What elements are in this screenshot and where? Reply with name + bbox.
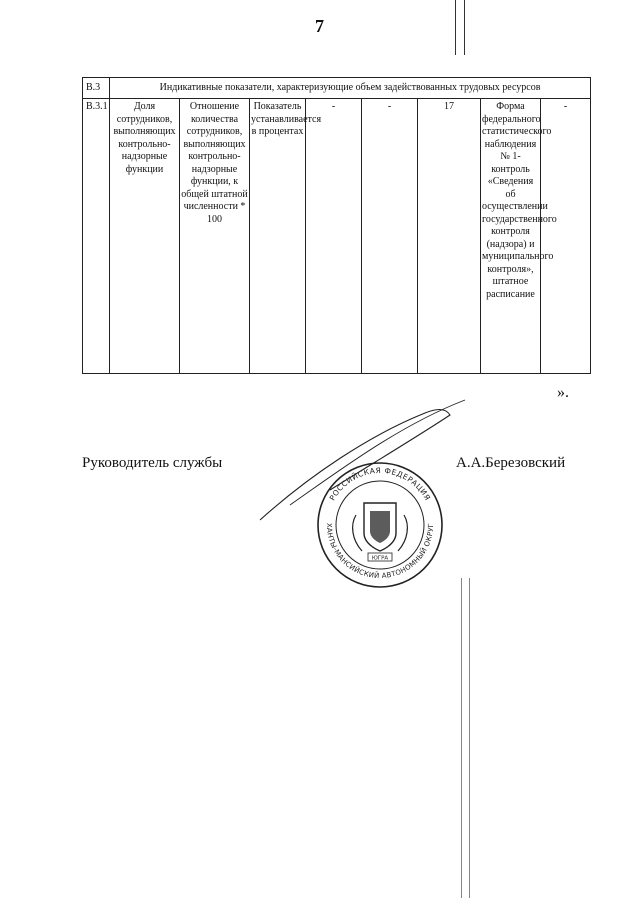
- official-seal-and-signature: [250, 395, 510, 595]
- indicator-value: 17: [418, 99, 481, 374]
- indicator-unit-note: Показатель устанавливается в процентах: [250, 99, 306, 374]
- signatory-title: Руководитель службы: [82, 455, 223, 471]
- scan-margin-line: [464, 0, 465, 55]
- closing-quote: ».: [557, 384, 569, 401]
- page-number: 7: [315, 16, 324, 36]
- section-title: Индикативные показатели, характеризующие объем задействованных трудовых ресурсов: [110, 78, 591, 99]
- table-row: [83, 99, 591, 374]
- scan-margin-line: [455, 0, 456, 55]
- indicator-name: Доля сотрудников, выполняющих контрольно-надзорные функции: [110, 99, 180, 374]
- svg-text:ЮГРА: ЮГРА: [371, 555, 389, 562]
- scan-margin-line: [461, 578, 462, 898]
- indicator-source: Форма федерального статистического наблюдения № 1-контроль «Сведения об осуществлении государственного контроля (надзора) и муниципального контроля», штатное расписание: [481, 99, 541, 374]
- svg-text:ХАНТЫ-МАНСИЙСКИЙ АВТОНОМНЫЙ ОК: ХАНТЫ-МАНСИЙСКИЙ АВТОНОМНЫЙ ОКРУГ: [324, 522, 436, 581]
- section-code: В.3: [83, 78, 110, 99]
- scan-margin-line: [469, 578, 470, 898]
- indicators-table: [82, 77, 591, 374]
- indicator-col5: -: [362, 99, 418, 374]
- signatory-name: А.А.Березовский: [456, 455, 566, 471]
- indicator-col8: -: [541, 99, 591, 374]
- indicator-code: В.3.1: [83, 99, 110, 374]
- section-header-row: [83, 78, 591, 99]
- svg-text:РОССИЙСКАЯ ФЕДЕРАЦИЯ: РОССИЙСКАЯ ФЕДЕРАЦИЯ: [327, 465, 433, 503]
- indicator-col4: -: [306, 99, 362, 374]
- indicator-formula: Отношение количества сотрудников, выполняющих контрольно-надзорные функции, к общей штатной численности * 100: [180, 99, 250, 374]
